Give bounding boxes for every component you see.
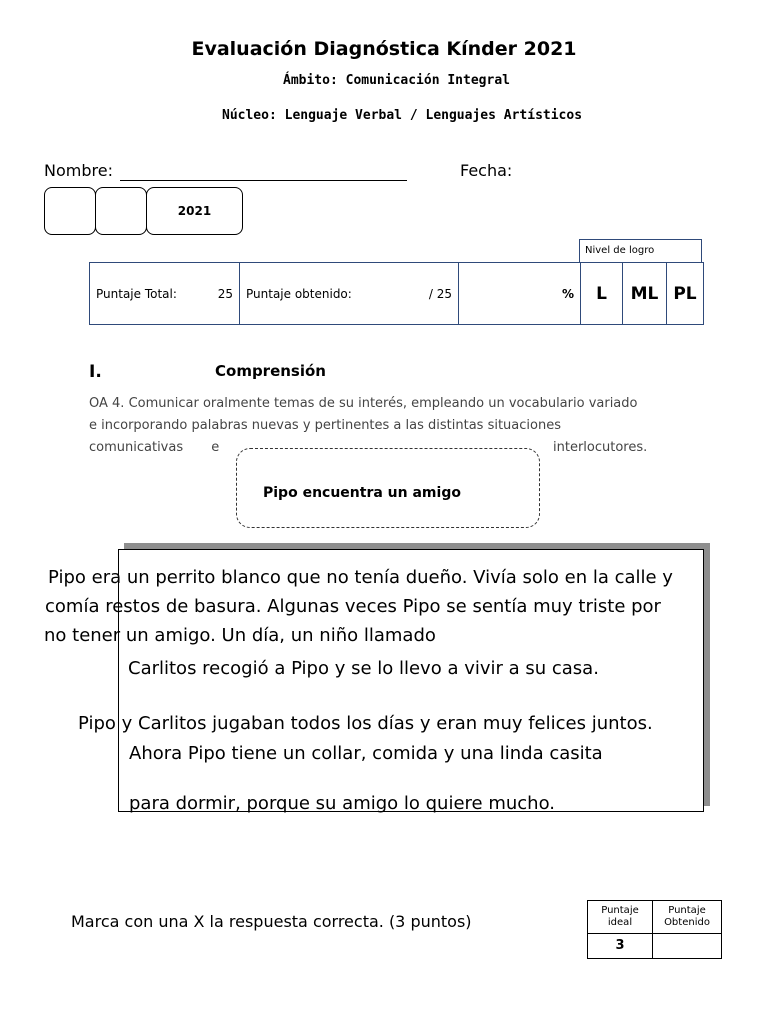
story-line: no tener un amigo. Un día, un niño llamado — [44, 625, 436, 646]
puntaje-obtenido-cell[interactable] — [240, 263, 459, 325]
story-line: comía restos de basura. Algunas veces Pipo se sentía muy triste por — [45, 596, 661, 617]
puntaje-ideal-header — [588, 901, 653, 934]
date-box-year-value: 2021 — [177, 204, 212, 218]
level-pl-cell[interactable]: PL — [667, 263, 704, 325]
objective-line-1: OA 4. Comunicar oralmente temas de su interés, empleando un vocabulario variado — [89, 396, 638, 411]
story-line: Pipo y Carlitos jugaban todos los días y eran muy felices juntos. — [78, 713, 653, 734]
story-line: Ahora Pipo tiene un collar, comida y una linda casita — [129, 743, 603, 764]
puntaje-obtenido-suffix: / 25 — [428, 286, 452, 301]
nombre-label: Nombre: — [44, 161, 113, 180]
section-title: Comprensión — [215, 362, 326, 380]
level-l-cell[interactable]: L — [581, 263, 623, 325]
puntaje-ideal-value: 3 — [588, 934, 653, 959]
nucleo-subtitle: Núcleo: Lenguaje Verbal / Lenguajes Artísticos — [222, 108, 583, 123]
nombre-input-line[interactable] — [120, 180, 407, 181]
document-title: Evaluación Diagnóstica Kínder 2021 — [191, 38, 577, 60]
section-number: I. — [89, 362, 102, 382]
puntaje-obtenido-label: Puntaje obtenido: — [246, 286, 352, 301]
story-line: para dormir, porque su amigo lo quiere mucho. — [129, 793, 556, 814]
story-title: Pipo encuentra un amigo — [263, 485, 461, 501]
puntaje-total-label: Puntaje Total: — [96, 286, 177, 301]
puntaje-total-value: 25 — [217, 286, 233, 301]
fecha-label: Fecha: — [460, 161, 513, 180]
ambito-subtitle: Ámbito: Comunicación Integral — [283, 73, 510, 88]
objective-line-2: e incorporando palabras nuevas y pertinentes a las distintas situaciones — [89, 418, 561, 433]
date-box-day[interactable] — [44, 187, 96, 235]
date-box-year[interactable] — [146, 187, 243, 235]
percent-cell[interactable] — [459, 263, 581, 325]
objective-line-3-end: interlocutores. — [553, 440, 648, 455]
objective-line-3-start: comunicativas e — [89, 440, 220, 455]
score-table — [89, 262, 704, 325]
puntaje-obtenido-label-1: Puntaje — [668, 905, 706, 916]
puntaje-ideal-label-1: Puntaje — [601, 905, 639, 916]
story-line: Pipo era un perrito blanco que no tenía dueño. Vivía solo en la calle y — [48, 567, 673, 588]
puntaje-ideal-label-2: ideal — [607, 917, 633, 928]
points-table — [587, 900, 722, 959]
puntaje-obtenido-value[interactable] — [653, 934, 722, 959]
level-ml-cell[interactable]: ML — [623, 263, 667, 325]
puntaje-obtenido-header — [653, 901, 722, 934]
story-line: Carlitos recogió a Pipo y se lo llevo a vivir a su casa. — [128, 658, 599, 679]
puntaje-total-cell — [90, 263, 240, 325]
puntaje-obtenido-label-2: Obtenido — [664, 917, 710, 928]
nivel-logro-header: Nivel de logro — [579, 239, 702, 263]
question-instruction: Marca con una X la respuesta correcta. (3 puntos) — [71, 912, 472, 931]
date-box-month[interactable] — [95, 187, 147, 235]
percent-sign: % — [561, 286, 574, 301]
story-title-box — [236, 448, 540, 528]
